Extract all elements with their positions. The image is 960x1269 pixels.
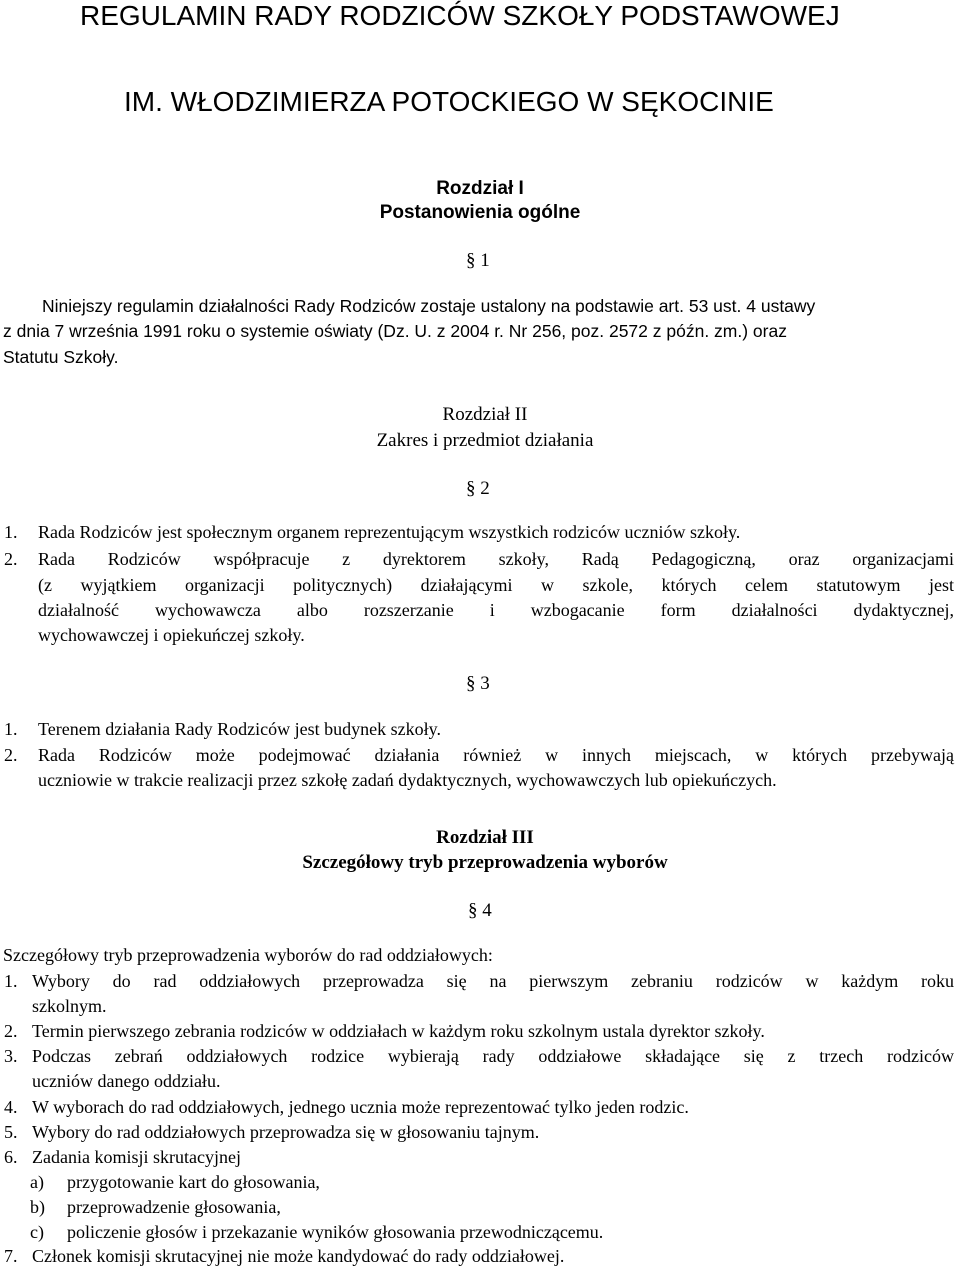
- subitem-c-letter: c): [30, 1222, 44, 1242]
- section-4-mark: § 4: [468, 900, 492, 921]
- section-4-item-3-line-1: Podczas zebrań oddziałowych rodzice wybierają rady oddziałowe składające się z trzech rodziców: [32, 1046, 954, 1066]
- section-4-item-5-text: Wybory do rad oddziałowych przeprowadza się w głosowaniu tajnym.: [32, 1122, 540, 1142]
- chapter-3-label: Rozdział III: [436, 827, 534, 848]
- document-title-line-1: REGULAMIN RADY RODZICÓW SZKOŁY PODSTAWOWEJ: [80, 0, 840, 31]
- section-2-mark: § 2: [466, 478, 490, 499]
- section-3-item-1-text: Terenem działania Rady Rodziców jest budynek szkoły.: [38, 719, 441, 739]
- subitem-b-letter: b): [30, 1197, 45, 1217]
- section-2-item-2-line-3: działalność wychowawcza albo rozszerzanie i wzbogacanie form działalności dydaktycznej,: [38, 600, 954, 620]
- section-1-line-3: Statutu Szkoły.: [3, 347, 119, 367]
- section-3-mark: § 3: [466, 673, 490, 694]
- section-4-item-1-line-2: szkolnym.: [32, 996, 107, 1016]
- section-3-item-2-line-2: uczniowie w trakcie realizacji przez szkołę zadań dydaktycznych, wychowawczych lub opiekuńczych.: [38, 770, 777, 790]
- section-2-item-1-text: Rada Rodziców jest społecznym organem reprezentującym wszystkich rodziców uczniów szkoły.: [38, 522, 741, 542]
- section-4-item-6-text: Zadania komisji skrutacyjnej: [32, 1147, 241, 1167]
- chapter-2-title: Zakres i przedmiot działania: [376, 430, 594, 451]
- section-4-item-7-number: 7.: [4, 1246, 18, 1266]
- chapter-2-label: Rozdział II: [442, 404, 528, 425]
- section-2-item-2-line-1: Rada Rodziców współpracuje z dyrektorem szkoły, Radą Pedagogiczną, oraz organizacjami: [38, 549, 954, 569]
- section-2-item-2-number: 2.: [4, 549, 18, 569]
- section-1-line-1: Niniejszy regulamin działalności Rady Rodziców zostaje ustalony na podstawie art. 53 ust. 4 ustawy: [42, 296, 816, 316]
- section-2-item-1-number: 1.: [4, 522, 18, 542]
- subitem-c-text: policzenie głosów i przekazanie wyników głosowania przewodniczącemu.: [67, 1222, 604, 1242]
- section-3-item-2-number: 2.: [4, 745, 18, 765]
- section-2-item-2-line-4: wychowawczej i opiekuńczej szkoły.: [38, 625, 305, 645]
- chapter-1-title: Postanowienia ogólne: [379, 202, 581, 223]
- section-4-item-3-line-2: uczniów danego oddziału.: [32, 1071, 221, 1091]
- subitem-b-text: przeprowadzenie głosowania,: [67, 1197, 281, 1217]
- section-4-item-2-number: 2.: [4, 1021, 18, 1041]
- section-4-item-1-line-1: Wybory do rad oddziałowych przeprowadza się na pierwszym zebraniu rodziców w każdym roku: [32, 971, 954, 991]
- chapter-1-label: Rozdział I: [436, 178, 524, 199]
- section-4-item-2-text: Termin pierwszego zebrania rodziców w oddziałach w każdym roku szkolnym ustala dyrektor szkoły.: [32, 1021, 765, 1041]
- section-4-item-4-text: W wyborach do rad oddziałowych, jednego ucznia może reprezentować tylko jeden rodzic.: [32, 1097, 689, 1117]
- section-3-item-1-number: 1.: [4, 719, 18, 739]
- section-4-item-6-number: 6.: [4, 1147, 18, 1167]
- chapter-3-title: Szczegółowy tryb przeprowadzenia wyborów: [302, 852, 668, 873]
- document-title-line-2: IM. WŁODZIMIERZA POTOCKIEGO W SĘKOCINIE: [124, 86, 774, 117]
- section-1-mark: § 1: [466, 250, 490, 271]
- section-3-item-2-line-1: Rada Rodziców może podejmować działania również w innych miejscach, w których przebywają: [38, 745, 954, 765]
- section-4-intro: Szczegółowy tryb przeprowadzenia wyborów do rad oddziałowych:: [3, 945, 493, 965]
- subitem-a-text: przygotowanie kart do głosowania,: [67, 1172, 320, 1192]
- section-4-item-7-text: Członek komisji skrutacyjnej nie może kandydować do rady oddziałowej.: [32, 1246, 565, 1266]
- section-4-item-5-number: 5.: [4, 1122, 18, 1142]
- section-4-item-1-number: 1.: [4, 971, 18, 991]
- subitem-a-letter: a): [30, 1172, 44, 1192]
- section-1-line-2: z dnia 7 września 1991 roku o systemie oświaty (Dz. U. z 2004 r. Nr 256, poz. 2572 z późn. zm.) oraz: [3, 321, 787, 341]
- section-4-item-4-number: 4.: [4, 1097, 18, 1117]
- section-2-item-2-line-2: (z wyjątkiem organizacji politycznych) działającymi w szkole, których celem statutowym jest: [38, 575, 954, 595]
- section-4-item-3-number: 3.: [4, 1046, 18, 1066]
